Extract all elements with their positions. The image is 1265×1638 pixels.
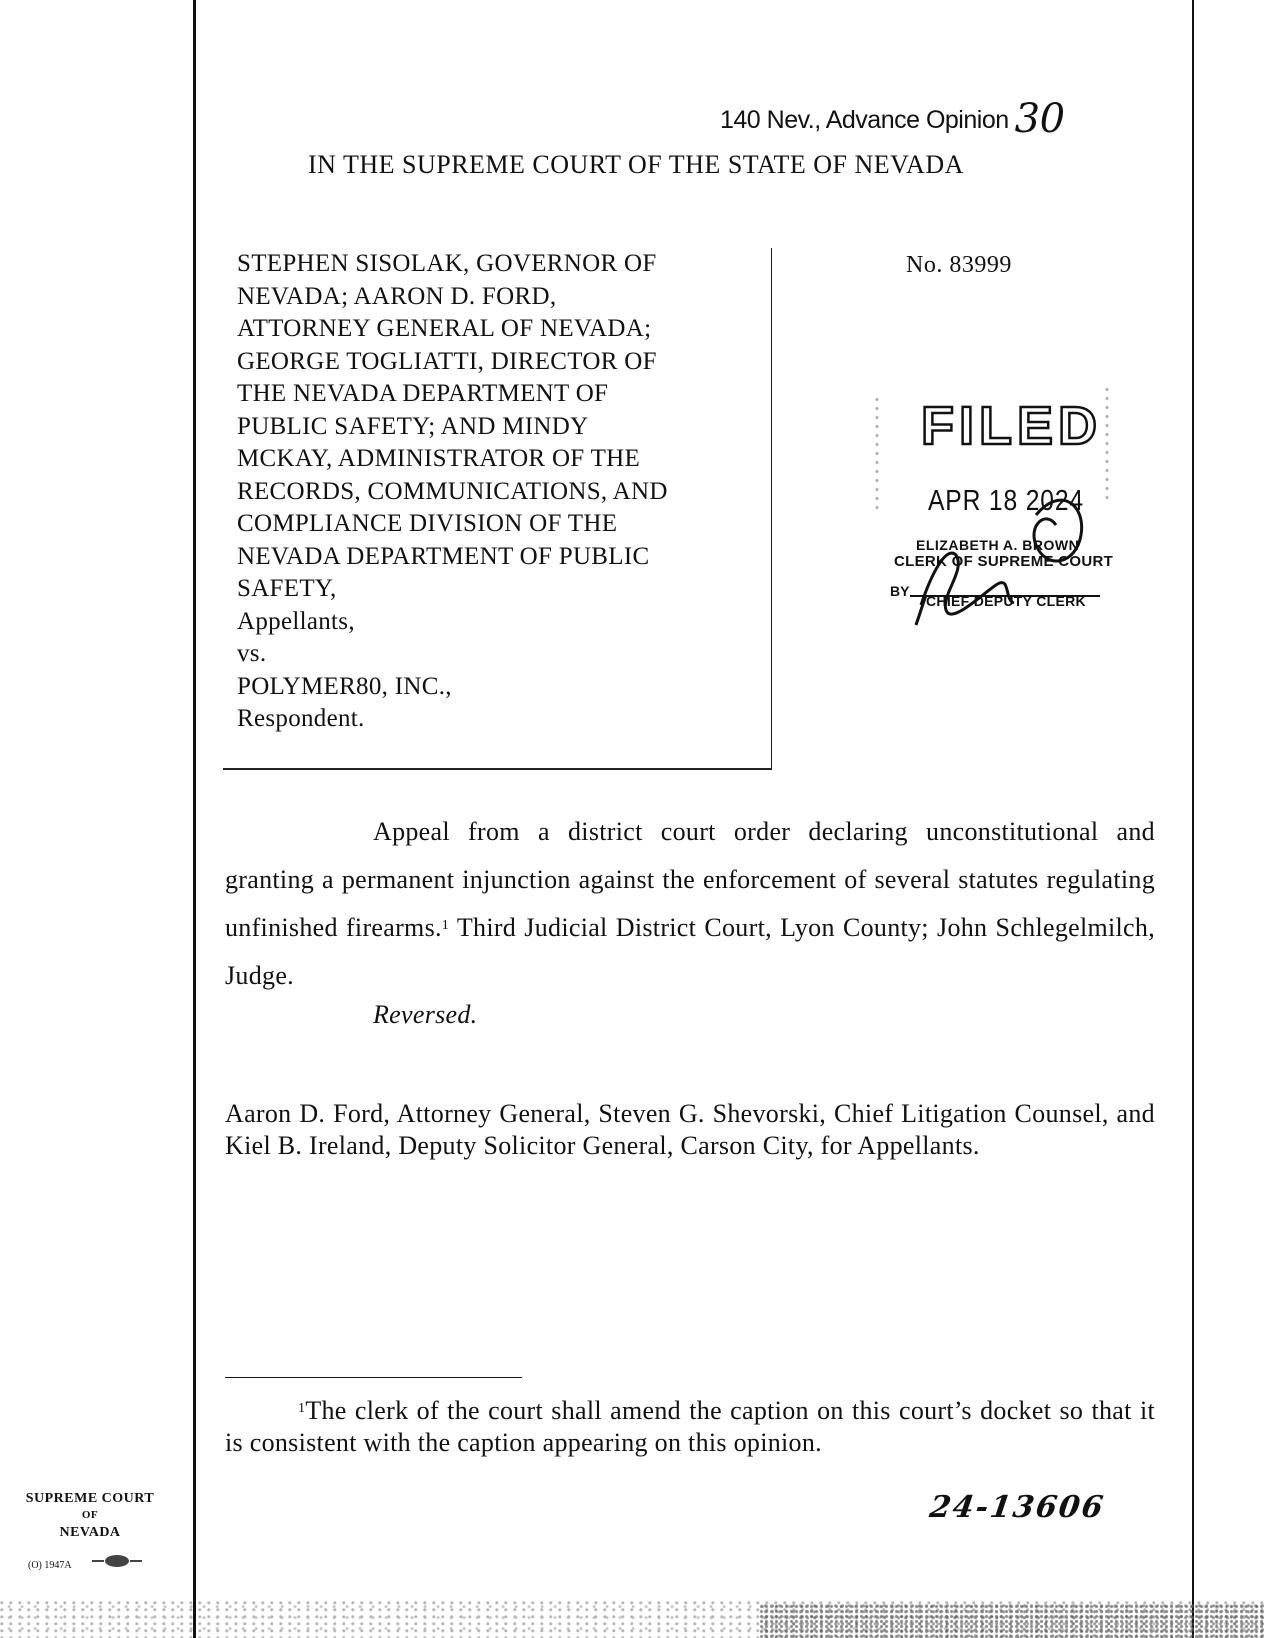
court-seal-icon — [92, 1554, 142, 1568]
sidebar-court-line3: NEVADA — [59, 1525, 121, 1540]
caption-line: SAFETY, — [237, 575, 337, 602]
caption-line: PUBLIC SAFETY; AND MINDY — [237, 412, 589, 440]
caption-line: RECORDS, COMMUNICATIONS, AND — [237, 477, 668, 505]
respondent-name: POLYMER80, INC., — [237, 672, 452, 700]
form-number: (O) 1947A — [28, 1560, 72, 1571]
appeal-paragraph — [225, 808, 1155, 1000]
caption-line: COMPLIANCE DIVISION OF THE — [237, 510, 618, 537]
respondent-label: Respondent. — [237, 705, 365, 732]
caption-line: ATTORNEY GENERAL OF NEVADA; — [237, 315, 652, 342]
scan-noise-dark — [760, 1604, 1265, 1638]
handwritten-docket-number: 24-13606 — [927, 1490, 1108, 1525]
footnote-marker: 1 — [298, 1401, 306, 1416]
footnote-text: The clerk of the court shall amend the caption on this court’s docket so that it is consistent with the caption appearing on this opinion. — [225, 1396, 1155, 1457]
filed-stamp-by-label: BY — [890, 583, 910, 599]
caption-line: THE NEVADA DEPARTMENT OF — [237, 380, 609, 407]
sidebar-court-line1: SUPREME COURT — [25, 1491, 155, 1506]
court-title: IN THE SUPREME COURT OF THE STATE OF NEVADA — [308, 150, 964, 179]
caption-line: NEVADA DEPARTMENT OF PUBLIC — [237, 542, 650, 570]
case-caption-box — [223, 248, 772, 770]
caption-line: MCKAY, ADMINISTRATOR OF THE — [237, 445, 641, 472]
filed-stamp-date: APR 18 2024 — [928, 485, 1084, 517]
left-margin-rule — [193, 0, 196, 1638]
stamp-noise-left — [874, 395, 880, 515]
footnote-reference: 1 — [441, 918, 450, 933]
appeal-court-text: Third Judicial District Court, Lyon County; John Schlegelmilch, Judge. — [225, 913, 1155, 990]
disposition: Reversed. — [373, 1000, 478, 1029]
footnote — [225, 1395, 1155, 1459]
filed-stamp-clerk-name: ELIZABETH A. BROWN — [916, 537, 1080, 553]
advance-opinion-label: 140 Nev., Advance Opinion — [720, 106, 1009, 134]
filed-stamp — [886, 395, 1116, 635]
caption-parties — [237, 248, 757, 736]
filed-stamp-word: FILED — [921, 396, 1102, 456]
filed-stamp-deputy-title: CHIEF DEPUTY CLERK — [926, 593, 1086, 609]
appeal-text: Appeal from a district court order declaring unconstitutional and granting a permanent injunction against the enforcement of several statutes regulating unfinished firearms. — [225, 817, 1155, 942]
sidebar-court-label — [20, 1490, 160, 1541]
footnote-divider — [225, 1377, 522, 1378]
appellants-label: Appellants, — [237, 607, 355, 635]
filed-stamp-clerk-title: CLERK OF SUPREME COURT — [894, 553, 1114, 570]
clerk-signature-icon — [886, 475, 1116, 635]
advance-opinion-header — [720, 92, 1120, 142]
caption-line: GEORGE TOGLIATTI, DIRECTOR OF — [237, 347, 657, 375]
docket-number: No. 83999 — [906, 252, 1012, 278]
counsel-paragraph: Aaron D. Ford, Attorney General, Steven G. Shevorski, Chief Litigation Counsel, and Kiel B. Ireland, Deputy Solicitor General, Carson City, for Appellants. — [225, 1099, 1155, 1160]
versus-label: vs. — [237, 640, 267, 667]
sidebar-court-line2: OF — [81, 1509, 99, 1521]
caption-line: STEPHEN SISOLAK, GOVERNOR OF — [237, 250, 657, 277]
caption-line: NEVADA; AARON D. FORD, — [237, 282, 557, 310]
opinion-number: 30 — [1014, 96, 1065, 142]
right-margin-rule — [1192, 0, 1194, 1638]
